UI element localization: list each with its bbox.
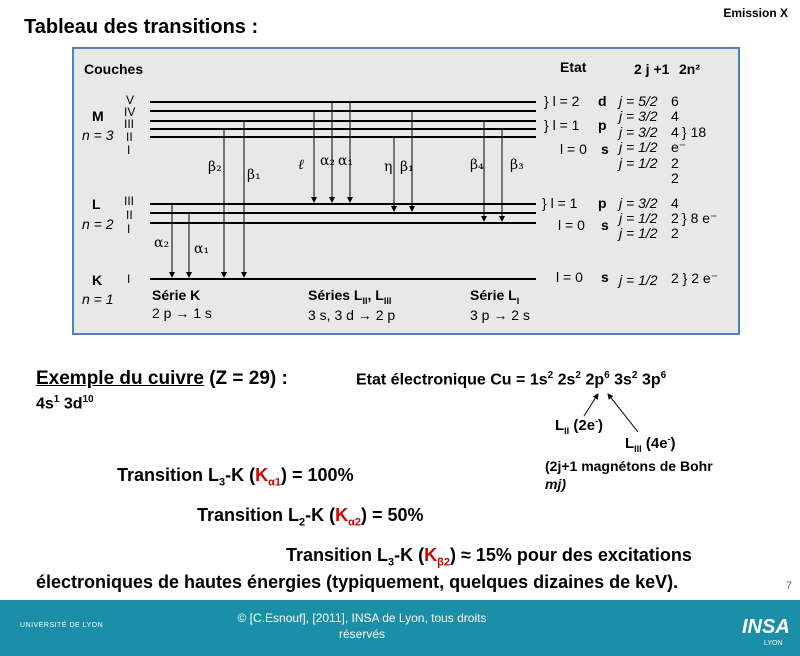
j-MV: j = 5/2 bbox=[619, 93, 658, 109]
M-l0: l = 0 bbox=[560, 141, 587, 157]
label-beta1-L: β₁ bbox=[400, 159, 414, 175]
j-MII: j = 1/2 bbox=[619, 139, 658, 155]
label-beta4: β₄ bbox=[470, 157, 484, 173]
transition-ka2: Transition $L_2-K$ $(K_{\alpha 2}) = 50\%$ bbox=[197, 505, 424, 529]
transitions-diagram bbox=[72, 47, 740, 335]
transition-kb2-cont: électroniques de hautes énergies (typiquement, quelques dizaines de keV). bbox=[36, 572, 679, 592]
orb-M-d: d bbox=[598, 93, 607, 109]
footer-band bbox=[0, 600, 800, 656]
sub-LIII: III bbox=[124, 194, 135, 208]
shell-M: M bbox=[92, 108, 104, 124]
j-K: j = 1/2 bbox=[619, 272, 658, 288]
label-beta1-K: β₁ bbox=[247, 167, 261, 183]
shell-K-n: n = 1 bbox=[82, 291, 114, 307]
L-l0: l = 0 bbox=[558, 217, 585, 233]
serie-L1: Série $L_I$ bbox=[470, 287, 520, 306]
shell-M-n: n = 3 bbox=[82, 127, 114, 143]
sub-MI: I bbox=[127, 143, 131, 157]
j-MI: j = 1/2 bbox=[619, 155, 658, 171]
sub-K: I bbox=[127, 272, 131, 286]
electronic-state: Etat électronique $Cu = 1s^2$ $2s^2$ $2p^6$ $3s^2$ $3p^6$ bbox=[356, 370, 667, 389]
col-couches: Couches bbox=[84, 61, 144, 77]
col-2j: 2 j +1 bbox=[634, 61, 670, 77]
orb-L-s: s bbox=[601, 217, 609, 233]
copyright-line2: réservés bbox=[338, 627, 385, 641]
shell-L-n: n = 2 bbox=[82, 216, 114, 232]
col-2n2: 2n² bbox=[679, 61, 700, 77]
label-LII: $L_{II}$ (2e-) bbox=[555, 416, 604, 436]
sub-MIII: III bbox=[124, 117, 135, 131]
sub-LI: I bbox=[127, 222, 131, 236]
insa-logo: INSA bbox=[742, 616, 790, 638]
M-l2: } l = 2 bbox=[544, 93, 580, 109]
electronic-state-cont: $4s^1$ $3d^{10}$ bbox=[36, 394, 94, 413]
copyright-line1: © [C.Esnouf], [2011], INSA de Lyon, tous droits bbox=[237, 611, 487, 625]
serie-L1-sub: 3 p → 2 s bbox=[470, 307, 530, 323]
label-ell: ℓ bbox=[298, 157, 304, 173]
serie-K: Série K bbox=[152, 287, 201, 303]
note-line2: mj) bbox=[545, 476, 566, 492]
orb-M-p: p bbox=[598, 117, 607, 133]
j-MIV: j = 3/2 bbox=[619, 108, 658, 124]
serie-L23: Séries $L_{II}$, $L_{III}$ bbox=[308, 287, 392, 306]
label-beta2-K: β₂ bbox=[208, 159, 222, 175]
insa-logo-sub: LYON bbox=[764, 640, 783, 647]
deg-MII: 2 bbox=[671, 155, 679, 171]
L-l1: } l = 1 bbox=[542, 195, 578, 211]
label-alpha2-L: α₂ bbox=[320, 153, 336, 169]
orb-K-s: s bbox=[601, 269, 609, 285]
j-MIII: j = 3/2 bbox=[619, 124, 658, 140]
transition-ka1: Transition $L_3-K$ $(K_{\alpha 1}) = 100\%$ bbox=[117, 465, 354, 489]
deg-LI: 2 bbox=[671, 225, 679, 241]
shell-L: L bbox=[92, 196, 101, 212]
col-etat: Etat bbox=[560, 59, 587, 75]
deg-MIII: 4 bbox=[671, 124, 679, 140]
K-l0: l = 0 bbox=[556, 269, 583, 285]
deg-LIII: 4 bbox=[671, 195, 679, 211]
orb-L-p: p bbox=[598, 195, 607, 211]
transition-kb2: Transition $L_3-K$ $(K_{\beta 2}) \approx 15\%$ pour des excitations bbox=[286, 545, 692, 569]
label-alpha2-K: α₂ bbox=[154, 235, 170, 251]
brace-8e: } 8 e⁻ bbox=[682, 210, 718, 226]
note-line1: (2j+1 magnétons de Bohr bbox=[545, 458, 713, 474]
j-LI: j = 1/2 bbox=[619, 225, 658, 241]
sub-MII: II bbox=[126, 130, 133, 144]
shell-K: K bbox=[92, 272, 103, 288]
sub-LII: II bbox=[126, 208, 133, 222]
M-l1: } l = 1 bbox=[544, 117, 580, 133]
sub-MIV: IV bbox=[124, 105, 136, 119]
label-LIII: $L_{III}$ (4e-) bbox=[625, 434, 676, 454]
e-sym-M: e⁻ bbox=[671, 139, 687, 155]
label-beta3: β₃ bbox=[510, 157, 524, 173]
label-alpha1-K: α₁ bbox=[194, 241, 210, 257]
section-label: Emission X bbox=[723, 6, 788, 20]
brace-18: } 18 bbox=[682, 124, 707, 140]
serie-L23-sub: 3 s, 3 d → 2 p bbox=[308, 307, 396, 323]
universite-lyon-logo: UNIVERSITÉ DE LYON bbox=[20, 622, 104, 629]
label-alpha1-L: α₁ bbox=[338, 153, 354, 169]
deg-K: 2 } 2 e⁻ bbox=[671, 270, 719, 286]
j-LIII: j = 3/2 bbox=[619, 195, 658, 211]
label-eta: η bbox=[384, 159, 393, 175]
deg-MIV: 4 bbox=[671, 108, 679, 124]
j-LII: j = 1/2 bbox=[619, 210, 658, 226]
page-title: Tableau des transitions : bbox=[24, 16, 259, 38]
sub-MV: V bbox=[126, 93, 135, 107]
page-number: 7 bbox=[785, 580, 792, 592]
example-title: Exemple du cuivre (Z = 29) : bbox=[36, 368, 288, 389]
serie-K-sub: 2 p → 1 s bbox=[152, 305, 212, 321]
deg-MV: 6 bbox=[671, 93, 679, 109]
orb-M-s: s bbox=[601, 141, 609, 157]
deg-LII: 2 bbox=[671, 210, 679, 226]
deg-MI: 2 bbox=[671, 170, 679, 186]
